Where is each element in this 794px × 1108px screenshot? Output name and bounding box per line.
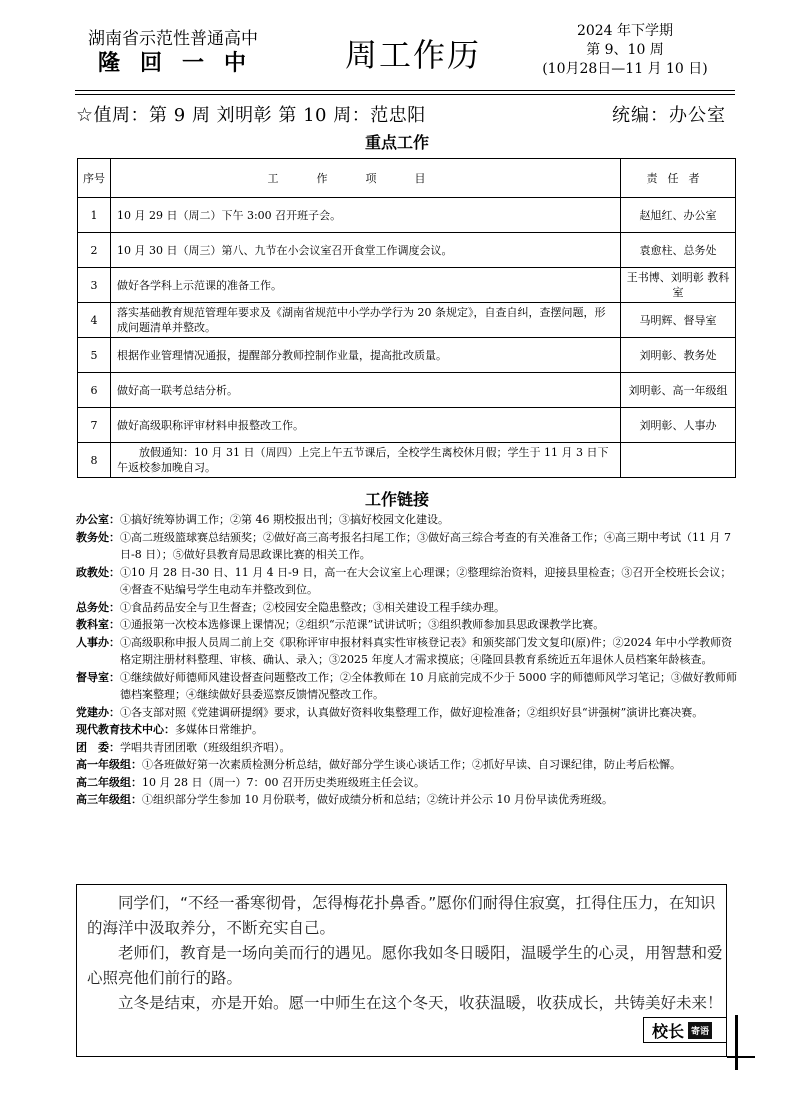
row-no: 3 (78, 268, 111, 303)
work-links-list (76, 511, 738, 809)
row-item: 10 月 29 日（周二）下午 3:00 召开班子会。 (111, 198, 621, 233)
dept-text: ①组织部分学生参加 10 月份联考，做好成绩分析和总结；②统计并公示 10 月份早读优秀班级。 (142, 793, 613, 806)
row-owner: 袁愈柱、总务处 (621, 233, 736, 268)
list-item (76, 634, 738, 669)
principal-message-box (76, 884, 727, 1057)
row-owner: 刘明彰、高一年级组 (621, 373, 736, 408)
row-no: 5 (78, 338, 111, 373)
row-no: 8 (78, 443, 111, 478)
compiler-label: 统编：办公室 (612, 105, 726, 126)
list-item (76, 756, 738, 774)
dept-label: 高一年级组： (76, 758, 142, 771)
dept-label: 教科室： (76, 618, 120, 631)
dept-label: 团 委： (76, 740, 120, 754)
list-item (76, 774, 738, 792)
dept-text: ①各班做好第一次素质检测分析总结，做好部分学生谈心谈话工作；②抓好早读、自习课纪律，防止考后松懈。 (142, 758, 681, 771)
row-no: 1 (78, 198, 111, 233)
row-item: 放假通知：10 月 31 日（周四）上完上午五节课后，全校学生离校休月假；学生于 11 月 3 日下午返校参加晚自习。 (111, 443, 621, 478)
page-title: 周工作历 (345, 36, 482, 74)
school-short-name: 隆回一中 (98, 50, 267, 76)
row-item: 10 月 30 日（周三）第八、九节在小会议室召开食堂工作调度会议。 (111, 233, 621, 268)
signature-label: 校长 (652, 1021, 685, 1041)
dept-text: 学唱共青团团歌（班级组织齐唱）。 (120, 740, 291, 754)
principal-signature (643, 1017, 727, 1043)
duty-line (76, 101, 426, 127)
decor-horizontal-bar (727, 1056, 755, 1058)
dept-label: 高二年级组： (76, 775, 142, 789)
row-item: 做好高一联考总结分析。 (111, 373, 621, 408)
star-icon: ☆ (76, 104, 94, 126)
dept-label: 党建办： (76, 705, 120, 719)
key-work-table (77, 158, 736, 478)
row-owner: 刘明彰、人事办 (621, 408, 736, 443)
dept-text: ①通报第一次校本选修课上课情况；②组织“示范课”试讲试听；③组织教师参加县思政课教学比赛。 (120, 618, 605, 631)
table-row (78, 233, 736, 268)
week-label: 第 9、10 周 (586, 42, 664, 58)
table-header-row (78, 159, 736, 198)
table-row (78, 373, 736, 408)
row-item: 根据作业管理情况通报，提醒部分教师控制作业量，提高批改质量。 (111, 338, 621, 373)
list-item (76, 739, 738, 757)
list-item (76, 599, 738, 617)
message-paragraph-closing: 立冬是结束，亦是开始。愿一中师生在这个冬天，收获温暖，收获成长，共铸美好未来！ (118, 994, 723, 1012)
duty-text: 值周：第 9 周 刘明彰 第 10 周：范忠阳 (93, 105, 426, 126)
school-name: 湖南省示范性普通高中 (88, 29, 258, 49)
header-divider-thin (75, 94, 735, 95)
dept-label: 人事办： (76, 635, 120, 649)
header-no: 序号 (78, 159, 111, 198)
row-no: 6 (78, 373, 111, 408)
dept-text: 10 月 28 日（周一）7：00 召开历史类班级班主任会议。 (142, 775, 425, 789)
list-item (76, 669, 738, 704)
dept-text: ①10 月 28 日-30 日、11 月 4 日-9 日，高一在大会议室上心理课；②整理综治资料，迎接县里检查；③召开全校班长会议；④督查不贴编号学生电动车并整改到位。 (120, 565, 732, 596)
dept-label: 政教处： (76, 565, 120, 579)
row-item: 做好各学科上示范课的准备工作。 (111, 268, 621, 303)
dept-text: ①各支部对照《党建调研提纲》要求，认真做好资料收集整理工作，做好迎检准备；②组织好县“讲强树”演讲比赛决赛。 (120, 705, 704, 719)
row-item: 落实基础教育规范管理年要求及《湖南省规范中小学办学行为 20 条规定》，自查自纠，查摆问题，形成问题清单并整改。 (111, 303, 621, 338)
list-item (76, 529, 738, 564)
dept-text: ①搞好统筹协调工作；②第 46 期校报出刊；③搞好校园文化建设。 (120, 513, 449, 526)
dept-label: 高三年级组： (76, 793, 142, 806)
dept-label: 现代教育技术中心： (76, 723, 175, 736)
dept-text: ①高级职称申报人员周二前上交《职称评审申报材料真实性审核登记表》和颁奖部门发文复印(原)件；②2024 年中小学教师资格定期注册材料整理、审核、确认、录入；③2025 年度人才需求摸底；④隆回县教育系统近五年退休人员档案年龄核查。 (120, 635, 733, 666)
table-row (78, 198, 736, 233)
list-item (76, 704, 738, 722)
table-row (78, 303, 736, 338)
header-owner: 责任者 (621, 159, 736, 198)
date-range: (10月28日—11 月 10 日) (542, 61, 708, 77)
row-owner: 刘明彰、教务处 (621, 338, 736, 373)
table-row (78, 338, 736, 373)
message-paragraph-teachers: 老师们，教育是一场向美而行的遇见。愿你我如冬日暖阳，温暖学生的心灵，用智慧和爱心照亮他们前行的路。 (87, 944, 723, 987)
table-row (78, 268, 736, 303)
row-no: 4 (78, 303, 111, 338)
list-item (76, 721, 738, 739)
row-owner: 马明辉、督导室 (621, 303, 736, 338)
dept-text: 多媒体日常维护。 (175, 723, 263, 736)
header-item: 工作项目 (111, 159, 621, 198)
table-row (78, 443, 736, 478)
dept-text: ①食品药品安全与卫生督查；②校园安全隐患整改；③相关建设工程手续办理。 (120, 600, 505, 614)
signature-stamp: 寄语 (688, 1022, 712, 1039)
table-row (78, 408, 736, 443)
dept-text: ①继续做好师德师风建设督查问题整改工作；②全体教师在 10 月底前完成不少于 5000 字的师德师风学习笔记；③做好教师师德档案整理；④继续做好县委巡察反馈情况整改工作。 (120, 670, 737, 701)
dept-text: ①高二班级篮球赛总结颁奖；②做好高三高考报名扫尾工作；③做好高三综合考查的有关准备工作；④高三期中考试（11 月 7 日-8 日）；⑤做好县教育局思政课比赛的相关工作。 (120, 530, 731, 561)
row-item: 做好高级职称评审材料申报整改工作。 (111, 408, 621, 443)
row-owner (621, 443, 736, 478)
term-info (540, 22, 710, 79)
work-links-title: 工作链接 (364, 490, 429, 509)
list-item (76, 564, 738, 599)
message-body (87, 891, 727, 1016)
term-label: 2024 年下学期 (576, 23, 674, 39)
row-no: 2 (78, 233, 111, 268)
message-paragraph-students: 同学们，“不经一番寒彻骨，怎得梅花扑鼻香。”愿你们耐得住寂寞，扛得住压力，在知识的海洋中汲取养分，不断充实自己。 (87, 894, 716, 937)
decor-vertical-bar (735, 1015, 738, 1070)
row-owner: 王书博、刘明彰 教科室 (621, 268, 736, 303)
list-item (76, 511, 738, 529)
dept-label: 督导室： (76, 670, 120, 684)
dept-label: 总务处： (76, 600, 120, 614)
dept-label: 教务处： (76, 530, 120, 544)
row-no: 7 (78, 408, 111, 443)
header-divider (75, 90, 735, 91)
list-item (76, 791, 738, 809)
key-work-title: 重点工作 (364, 133, 429, 152)
row-owner: 赵旭红、办公室 (621, 198, 736, 233)
dept-label: 办公室： (76, 513, 120, 526)
list-item (76, 616, 738, 634)
